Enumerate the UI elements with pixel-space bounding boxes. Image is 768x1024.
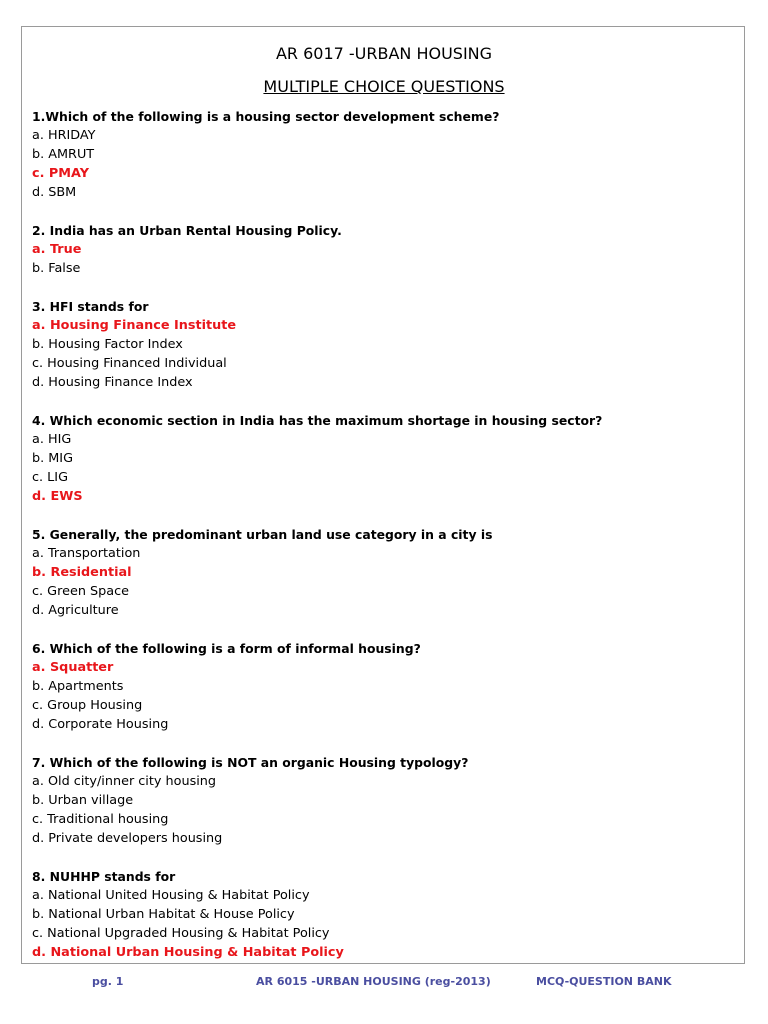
- question-text: 4. Which economic section in India has the maximum shortage in housing sector?: [32, 413, 603, 428]
- answer-option: c. National Upgraded Housing & Habitat Policy: [32, 926, 330, 941]
- question-spacer: [32, 848, 732, 867]
- question-text: 6. Which of the following is a form of informal housing?: [32, 641, 421, 656]
- answer-option: d. Private developers housing: [32, 831, 223, 846]
- answer-option: b. Urban village: [32, 793, 134, 808]
- page-subtitle: MULTIPLE CHOICE QUESTIONS: [263, 77, 505, 96]
- question-text: 2. India has an Urban Rental Housing Policy.: [32, 223, 342, 238]
- question-spacer: [32, 620, 732, 639]
- answer-option: b. MIG: [32, 451, 73, 466]
- answer-option: a. Old city/inner city housing: [32, 774, 217, 789]
- correct-answer-option: d. EWS: [32, 489, 83, 504]
- answer-option: b. AMRUT: [32, 147, 95, 162]
- question-text: 5. Generally, the predominant urban land use category in a city is: [32, 527, 493, 542]
- answer-option: d. SBM: [32, 185, 77, 200]
- question-text: 3. HFI stands for: [32, 299, 149, 314]
- answer-option: a. HRIDAY: [32, 128, 96, 143]
- correct-answer-option: a. Squatter: [32, 660, 114, 675]
- answer-option: c. Housing Financed Individual: [32, 356, 227, 371]
- answer-option: d. Housing Finance Index: [32, 375, 193, 390]
- answer-option: c. Group Housing: [32, 698, 143, 713]
- answer-option: d. Corporate Housing: [32, 717, 169, 732]
- answer-option: b. Apartments: [32, 679, 124, 694]
- question-text: 8. NUHHP stands for: [32, 869, 176, 884]
- question-spacer: [32, 734, 732, 753]
- answer-option: c. LIG: [32, 470, 68, 485]
- course-title: AR 6017 -URBAN HOUSING: [275, 44, 493, 63]
- answer-option: a. National United Housing & Habitat Policy: [32, 888, 310, 903]
- correct-answer-option: b. Residential: [32, 565, 132, 580]
- correct-answer-option: d. National Urban Housing & Habitat Policy: [32, 945, 344, 960]
- correct-answer-option: a. True: [32, 242, 82, 257]
- question-list: [32, 107, 732, 962]
- footer-question-bank: MCQ-QUESTION BANK: [536, 975, 672, 988]
- question-text: 7. Which of the following is NOT an organic Housing typology?: [32, 755, 469, 770]
- answer-option: a. HIG: [32, 432, 72, 447]
- correct-answer-option: a. Housing Finance Institute: [32, 318, 237, 333]
- answer-option: a. Transportation: [32, 546, 141, 561]
- answer-option: d. Agriculture: [32, 603, 119, 618]
- footer-page-number: pg. 1: [92, 975, 124, 988]
- question-spacer: [32, 278, 732, 297]
- answer-option: b. Housing Factor Index: [32, 337, 183, 352]
- question-text: 1.Which of the following is a housing sector development scheme?: [32, 109, 500, 124]
- question-spacer: [32, 202, 732, 221]
- answer-option: c. Traditional housing: [32, 812, 169, 827]
- answer-option: b. National Urban Habitat & House Policy: [32, 907, 295, 922]
- question-spacer: [32, 506, 732, 525]
- answer-option: c. Green Space: [32, 584, 129, 599]
- answer-option: b. False: [32, 261, 81, 276]
- footer-course: AR 6015 -URBAN HOUSING (reg-2013): [256, 975, 491, 988]
- question-spacer: [32, 392, 732, 411]
- correct-answer-option: c. PMAY: [32, 166, 89, 181]
